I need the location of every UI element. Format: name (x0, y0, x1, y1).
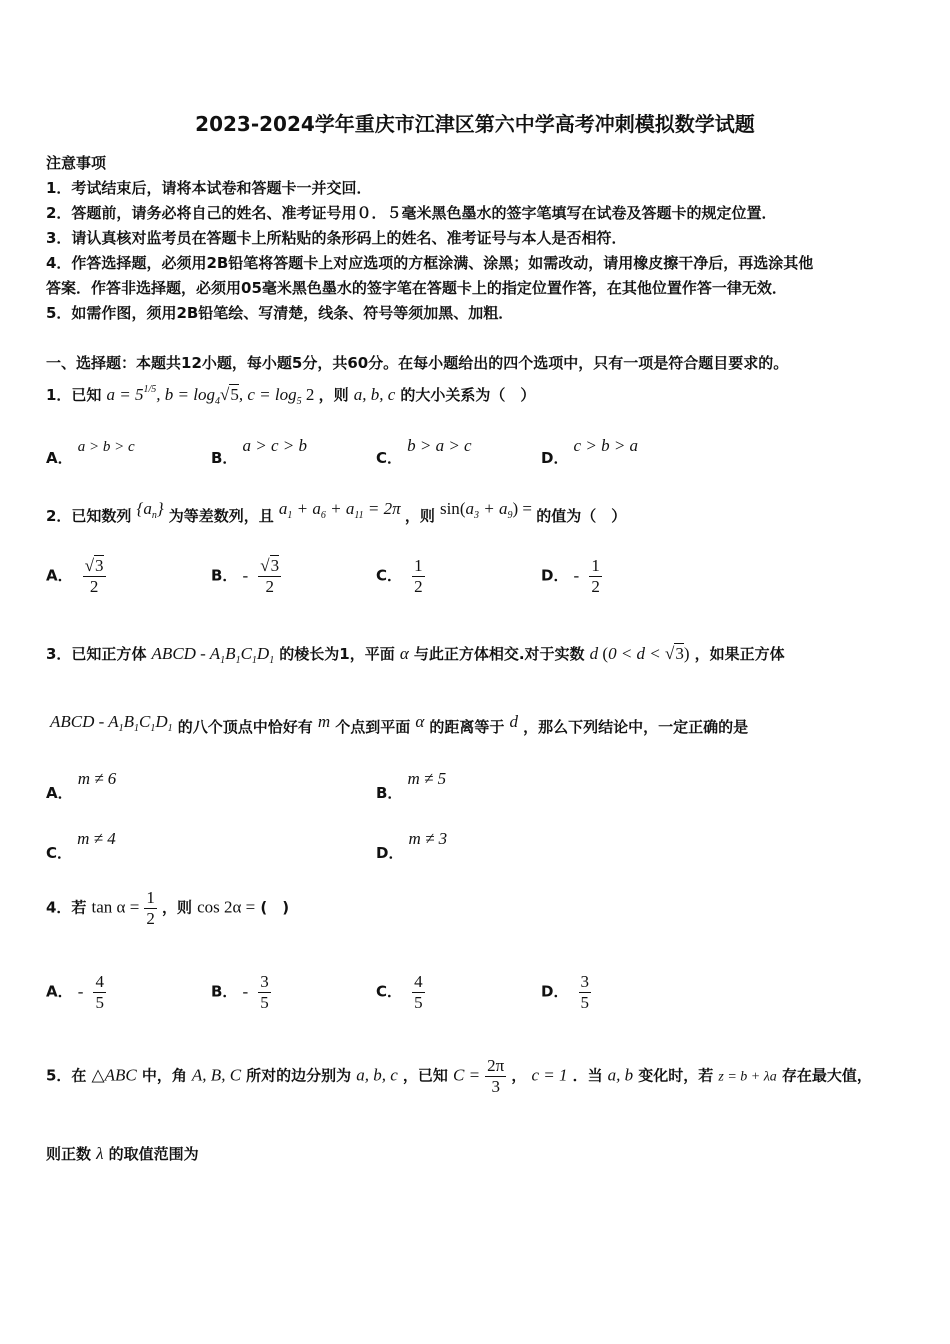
q2-option-a[interactable]: A． $\frac{√3}{2}$ (46, 556, 104, 596)
q3-line2-mid2: 个点到平面 (335, 718, 411, 736)
q3-option-c-value: m ≠ 4 (77, 829, 116, 848)
q1-option-d[interactable]: D． c > b > a (541, 436, 639, 467)
q5-z: z = b + λa (718, 1069, 777, 1085)
q5-prefix: 5．在 (46, 1066, 87, 1085)
q1-vars: a, b, c (353, 385, 396, 404)
notice-item: 答案．作答非选择题，必须用05毫米黑色墨水的签字笔在答题卡上的指定位置作答，在其他位置作答一律无效． (46, 279, 787, 297)
q4-fraction: $\frac{1}{2}$ (146, 888, 155, 928)
q4-suffix: ( ) (260, 898, 290, 917)
q4-option-b[interactable]: B． - $\frac{3}{5}$ (211, 972, 269, 1012)
q2-option-c[interactable]: C． $\frac{1}{2}$ (376, 556, 423, 596)
notice-heading: 注意事项 (46, 154, 107, 172)
q5-line2-prefix: 则正数 (46, 1145, 92, 1163)
notice-item: 5．如需作图，须用2B铅笔绘、写清楚，线条、符号等须加黑、加粗． (46, 304, 514, 322)
q4-option-c-fraction: $\frac{4}{5}$ (414, 972, 423, 1012)
q2-option-d-fraction: $\frac{1}{2}$ (591, 556, 600, 596)
q1-prefix: 1．已知 (46, 386, 102, 404)
q5-c-value: c = 1 (531, 1065, 568, 1085)
q5-mid6: 存在最大值， (781, 1066, 872, 1085)
q3-d-repeat: d (509, 712, 518, 731)
q3-cube: ABCD - $A_1B_1C_1D_1$ (151, 644, 275, 666)
q3-m: m (317, 712, 331, 731)
q3-option-a-value: m ≠ 6 (77, 769, 117, 788)
q4-option-d[interactable]: D． $\frac{3}{5}$ (541, 972, 590, 1012)
notice-item: 2．答题前，请务必将自己的姓名、准考证号用０．５毫米黑色墨水的签字笔填写在试卷及答题卡的规定位置． (46, 204, 777, 222)
q1-option-b[interactable]: B． a > c > b (211, 436, 308, 467)
q5-mid2: 所对的边分别为 (246, 1066, 352, 1085)
q5-mid1: 中，角 (141, 1066, 187, 1085)
q1-option-a[interactable]: A． a > b > c (46, 439, 135, 467)
q2-option-a-fraction: $\frac{√3}{2}$ (84, 556, 104, 596)
q3-option-d[interactable]: D． m ≠ 3 (376, 829, 448, 862)
q3-line2-suffix: ，那么下列结论中，一定正确的是 (523, 718, 749, 736)
q2-option-c-fraction: $\frac{1}{2}$ (414, 556, 423, 596)
q4-option-c[interactable]: C． $\frac{4}{5}$ (376, 972, 423, 1012)
q4-cos: cos 2α = (197, 897, 256, 917)
q2-sequence: $\{a_n\}$ (136, 499, 164, 521)
q3-option-b-value: m ≠ 5 (407, 769, 447, 788)
q5-line2-suffix: 的取值范围为 (108, 1145, 199, 1163)
q5-mid3: ，已知 (402, 1066, 448, 1085)
q5-fraction: $\frac{2\pi}{3}$ (487, 1056, 505, 1096)
q4-option-a[interactable]: A． - $\frac{4}{5}$ (46, 972, 104, 1012)
q4-then: ，则 (161, 898, 192, 917)
q3-mid1: 的棱长为1，平面 (279, 645, 395, 663)
question-4 (46, 888, 289, 928)
q2-suffix: 的值为（ ） (536, 507, 627, 525)
notice-item: 4．作答选择题，必须用2B铅笔将答题卡上对应选项的方框涂满、涂黑；如需改动，请用橡皮擦干净后，再选涂其他 (46, 254, 814, 272)
q3-prefix: 3．已知正方体 (46, 645, 147, 663)
q2-option-b[interactable]: B． - $\frac{√3}{2}$ (211, 556, 280, 596)
q1-option-c[interactable]: C． b > a > c (376, 436, 472, 467)
question-5 (46, 1056, 872, 1096)
q5-c-eq: C = (452, 1065, 481, 1085)
q5-mid5: 变化时，若 (638, 1066, 714, 1085)
q4-option-a-fraction: $\frac{4}{5}$ (95, 972, 104, 1012)
q3-line2-mid1: 的八个顶点中恰好有 (177, 718, 313, 736)
q1-option-b-value: a > c > b (242, 436, 308, 455)
q2-prefix: 2．已知数列 (46, 507, 132, 525)
q1-option-d-value: c > b > a (573, 436, 639, 455)
q5-ab: a, b (607, 1065, 634, 1085)
q4-prefix: 4．若 (46, 898, 87, 917)
question-3 (46, 643, 785, 666)
q3-line2-mid3: 的距离等于 (429, 718, 505, 736)
q3-range: d (0 < d < √3) (589, 644, 690, 663)
q1-formula: $a = 5^{1/5}$, $b = \log_4√5$, $c = \log_5 2$ (106, 384, 315, 407)
question-3-line2 (50, 712, 749, 739)
q4-option-d-fraction: $\frac{3}{5}$ (580, 972, 590, 1012)
page-title: 2023-2024学年重庆市江津区第六中学高考冲刺模拟数学试题 (195, 112, 755, 136)
q2-then: ，则 (404, 507, 435, 525)
q3-mid3: ，如果正方体 (694, 645, 785, 663)
q3-option-c[interactable]: C． m ≠ 4 (46, 829, 116, 862)
q1-option-c-value: b > a > c (407, 436, 472, 455)
notice-item: 1．考试结束后，请将本试卷和答题卡一并交回． (46, 179, 372, 197)
q2-option-d[interactable]: D． - $\frac{1}{2}$ (541, 556, 600, 596)
question-5-line2 (46, 1143, 199, 1164)
q3-option-a[interactable]: A． m ≠ 6 (46, 769, 117, 802)
section-heading: 一、选择题：本题共12小题，每小题5分，共60分。在每小题给出的四个选项中，只有一项是符合题目要求的。 (46, 354, 789, 372)
q3-option-d-value: m ≠ 3 (408, 829, 448, 848)
q5-mid4: ．当 (572, 1066, 603, 1085)
q3-cube-repeat: ABCD - $A_1B_1C_1D_1$ (50, 712, 173, 734)
q5-comma: ， (511, 1066, 527, 1085)
question-1 (46, 384, 535, 407)
q5-lambda: λ (96, 1144, 104, 1163)
q5-sides: a, b, c (356, 1065, 398, 1085)
q1-suffix: 的大小关系为（ ） (400, 386, 536, 404)
q3-mid2: 与此正方体相交.对于实数 (413, 645, 585, 663)
q3-alpha-repeat: α (415, 712, 425, 731)
q2-mid: 为等差数列，且 (168, 507, 274, 525)
q3-option-b[interactable]: B． m ≠ 5 (376, 769, 447, 802)
q2-expression: $\sin(a_3 + a_9)$ = (439, 499, 532, 521)
q2-option-b-fraction: $\frac{√3}{2}$ (260, 556, 280, 596)
q5-angles: A, B, C (191, 1065, 242, 1085)
q4-tan: tan α = (91, 897, 140, 917)
notice-item: 3．请认真核对监考员在答题卡上所粘贴的条形码上的姓名、准考证号与本人是否相符． (46, 229, 627, 247)
q5-triangle: △ABC (91, 1065, 137, 1085)
question-2 (46, 498, 627, 525)
q2-equation: $a_1 + a_6 + a_{11} = 2\pi$ (278, 499, 401, 521)
q4-option-b-fraction: $\frac{3}{5}$ (260, 972, 269, 1012)
q1-then: ，则 (318, 386, 349, 404)
q1-option-a-value: a > b > c (77, 439, 135, 455)
q3-alpha: α (399, 644, 409, 663)
